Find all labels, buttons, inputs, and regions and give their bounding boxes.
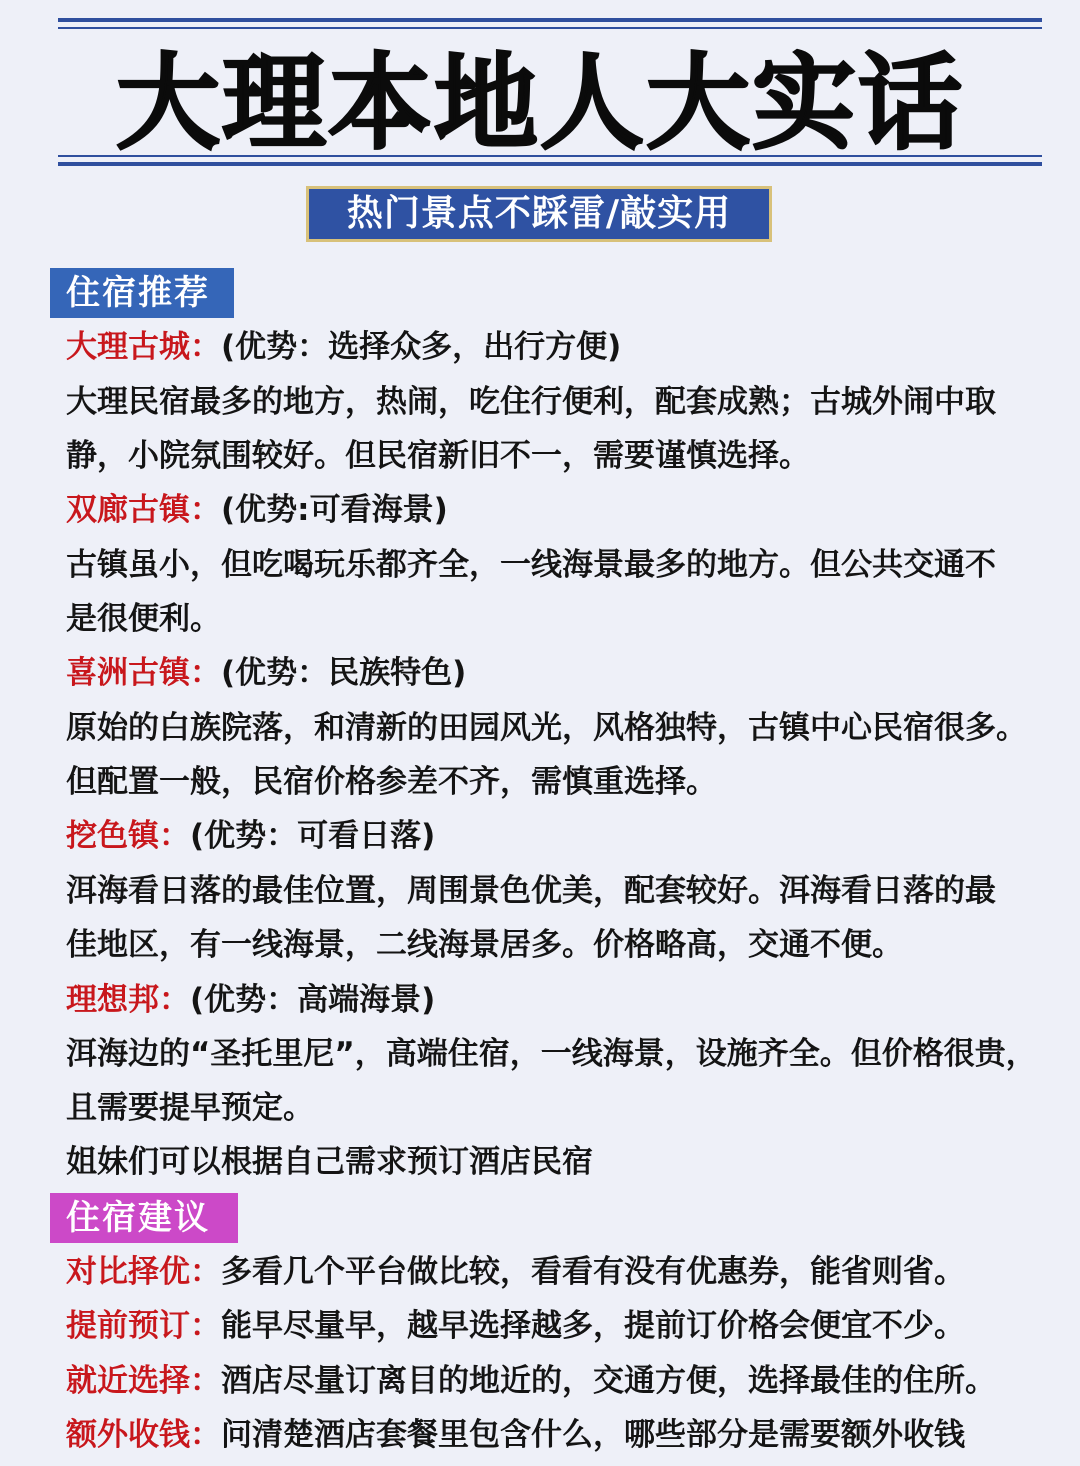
place-heading bbox=[66, 816, 1061, 856]
place-desc-line: 洱海看日落的最佳位置，周围景色优美，配套较好。洱海看日落的最 bbox=[66, 873, 996, 909]
place-desc-line: 是很便利。 bbox=[66, 601, 221, 637]
place-desc-line: 大理民宿最多的地方，热闹，吃住行便利，配套成熟；古城外闹中取 bbox=[66, 384, 996, 420]
top-rule-thick bbox=[58, 18, 1042, 22]
advice-label: 就近选择： bbox=[66, 1363, 221, 1399]
place-heading bbox=[66, 653, 1061, 693]
place-desc-line: 洱海边的“圣托里尼”，高端住宿，一线海景，设施齐全。但价格很贵， bbox=[66, 1036, 1037, 1072]
place-name: 挖色镇： bbox=[66, 818, 190, 854]
place-advantage: (优势：选择众多，出行方便) bbox=[221, 329, 622, 365]
closing-note: 姐妹们可以根据自己需求预订酒店民宿 bbox=[66, 1144, 593, 1180]
subtitle-banner: 热门景点不踩雷/敲实用 bbox=[306, 186, 772, 242]
place-advantage: (优势：高端海景) bbox=[190, 982, 436, 1018]
place-advantage: (优势：可看日落) bbox=[190, 818, 436, 854]
place-name: 喜洲古镇： bbox=[66, 655, 221, 691]
advice-text: 酒店尽量订离目的地近的，交通方便，选择最佳的住所。 bbox=[221, 1363, 996, 1399]
section-label-advice: 住宿建议 bbox=[50, 1193, 238, 1243]
top-rule-thin bbox=[58, 27, 1042, 29]
advice-label: 对比择优： bbox=[66, 1254, 221, 1290]
advice-label: 额外收钱： bbox=[66, 1417, 221, 1453]
place-advantage: (优势:可看海景) bbox=[221, 492, 448, 528]
place-desc-line: 但配置一般，民宿价格参差不齐，需慎重选择。 bbox=[66, 764, 717, 800]
advice-text: 问清楚酒店套餐里包含什么，哪些部分是需要额外收钱 bbox=[221, 1417, 965, 1453]
place-desc-line: 且需要提早预定。 bbox=[66, 1090, 314, 1126]
place-desc-line: 佳地区，有一线海景，二线海景居多。价格略高，交通不便。 bbox=[66, 927, 903, 963]
advice-item bbox=[66, 1361, 1061, 1401]
advice-text: 能早尽量早，越早选择越多，提前订价格会便宜不少。 bbox=[221, 1308, 965, 1344]
page-title: 大理本地人大实话 bbox=[115, 42, 964, 164]
section-label-accommodation: 住宿推荐 bbox=[50, 268, 234, 318]
place-heading bbox=[66, 327, 1061, 367]
place-name: 双廊古镇： bbox=[66, 492, 221, 528]
advice-item bbox=[66, 1252, 1061, 1292]
place-advantage: (优势：民族特色) bbox=[221, 655, 467, 691]
advice-label: 提前预订： bbox=[66, 1308, 221, 1344]
place-desc-line: 静，小院氛围较好。但民宿新旧不一，需要谨慎选择。 bbox=[66, 438, 810, 474]
advice-item bbox=[66, 1415, 1061, 1455]
place-heading bbox=[66, 980, 1061, 1020]
place-desc-line: 古镇虽小，但吃喝玩乐都齐全，一线海景最多的地方。但公共交通不 bbox=[66, 547, 996, 583]
place-name: 大理古城： bbox=[66, 329, 221, 365]
place-name: 理想邦： bbox=[66, 982, 190, 1018]
place-heading bbox=[66, 490, 1061, 530]
advice-item bbox=[66, 1306, 1061, 1346]
place-desc-line: 原始的白族院落，和清新的田园风光，风格独特，古镇中心民宿很多。 bbox=[66, 710, 1027, 746]
advice-text: 多看几个平台做比较，看看有没有优惠券，能省则省。 bbox=[221, 1254, 965, 1290]
